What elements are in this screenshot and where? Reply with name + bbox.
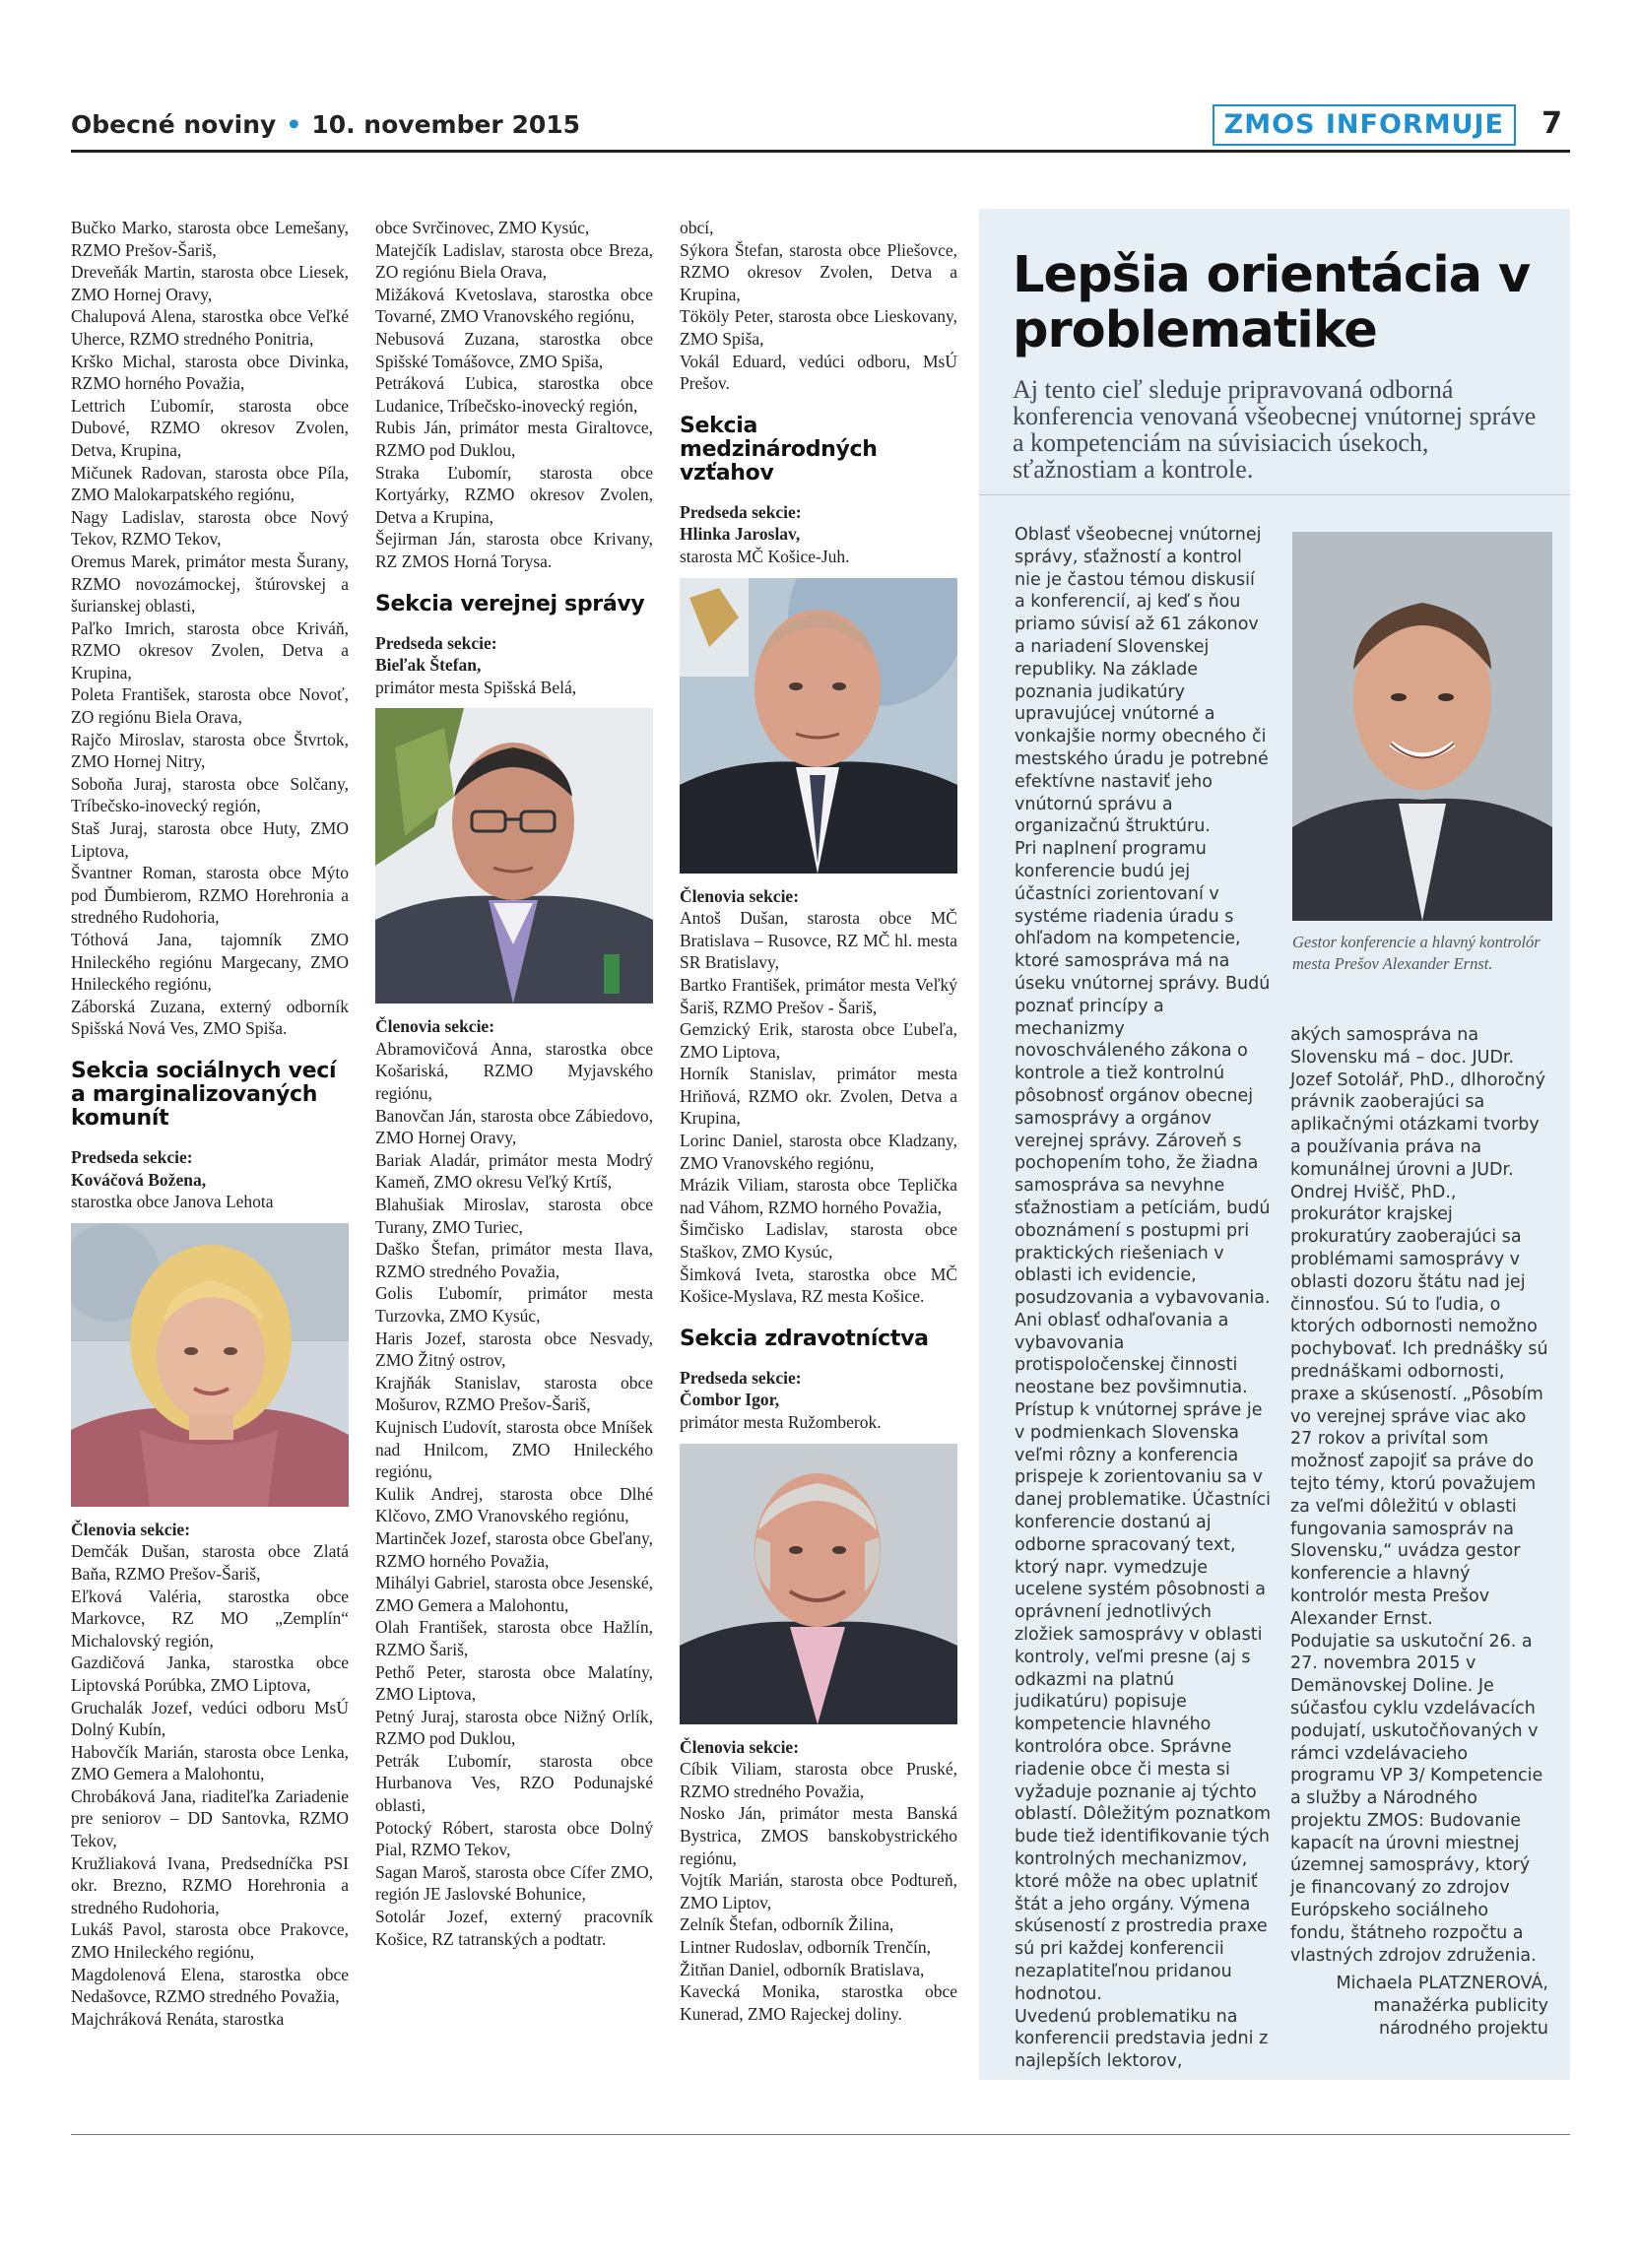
list-item: Lorinc Daniel, starosta obce Kladzany, ZMO Vranovského regiónu, [680,1131,957,1173]
list-item: Vojtík Marián, starosta obce Podtureň, ZMO Liptov, [680,1870,957,1912]
article-title: Lepšia orientácia v problematike [1013,246,1531,359]
list-item: Pethő Peter, starosta obce Malatíny, ZMO Liptova, [375,1661,653,1705]
list-item: Haris Jozef, starosta obce Nesvady, ZMO Žitný ostrov, [375,1328,653,1371]
list-item: Demčák Dušan, starosta obce Zlatá Baňa, RZMO Prešov-Šariš, [71,1541,349,1584]
list-item: Habovčík Marián, starosta obce Lenka, ZMO Gemera a Malohontu, [71,1741,349,1784]
list-item: Daško Štefan, primátor mesta Ilava, RZMO stredného Považia, [375,1239,653,1281]
list-item: Krško Michal, starosta obce Divinka, RZMO horného Považia, [71,351,349,394]
member-list [71,1540,349,2030]
portrait-man-suit-image [680,578,957,874]
list-item: Staš Juraj, starosta obce Huty, ZMO Liptova, [71,818,349,861]
publication-name: Obecné noviny [71,110,277,139]
chair-role: primátor mesta Spišská Belá, [375,677,577,697]
list-item: Lettrich Ľubomír, starosta obce Dubové, RZMO okresov Zvolen, Detva, Krupina, [71,395,349,460]
list-item: Straka Ľubomír, starosta obce Kortyárky, RZMO okresov Zvolen, Detva a Krupina, [375,462,653,527]
section-heading-social: Sekcia sociálnych vecí a marginalizovaných komunít [71,1058,337,1131]
article-paragraph: Uvedenú problematiku na konferencii predstavia jedni z najlepších lektorov, [1015,2006,1269,2072]
list-item: Potocký Róbert, starosta obce Dolný Pial, RZMO Tekov, [375,1817,653,1860]
footer-rule [71,2134,1570,2135]
list-item: Lintner Rudoslav, odborník Trenčín, [680,1936,932,1957]
list-item: Šejirman Ján, starosta obce Krivany, RZ ZMOS Horná Torysa. [375,529,653,571]
article-paragraph: Oblasť všeobecnej vnútornej správy, sťažností a kontrol nie je častou témou diskusií a konferencií, aj keď s ňou priamo súvisí až 61 zákonov a nariadení Slovenskej republiky. Na základe poznania judikatúry upravujúcej vnútorné a vonkajšie normy obecného či mestského úradu je potrebné efektívne nastaviť jeho vnútornú správu a organizačnú štruktúru. [1015,525,1269,837]
list-item: Golis Ľubomír, primátor mesta Turzovka, ZMO Kysúc, [375,1283,653,1326]
list-item: Petrák Ľubomír, starosta obce Hurbanova Ves, RZO Podunajské oblasti, [375,1750,653,1816]
members-label: Členovia sekcie: [680,885,800,906]
column-1 [71,217,349,2030]
members-label: Členovia sekcie: [71,1519,191,1539]
article-paragraph: Pri naplnení programu konferencie budú jej účastníci zorientovaní v systéme riadenia úradu s ohľadom na kompetencie, ktoré samospráva má na úseku vnútornej správy. Budú poznať princípy a mechanizmy novoschváleného zákona o kontrole a tiež kontrolnú pôsobnosť orgánov obecnej samosprávy a orgánov verejnej správy. Zároveň s pochopením toho, že žiadna samospráva sa nevyhne sťažnostiam a petíciám, budú oboznámení s postupmi pri praktických riešeniach v oblasti ich evidencie, posudzovania a vybavovania. Ani oblasť odhaľovania a vybavovania protispoločenskej činnosti neostane bez povšimnutia. [1015,839,1271,1398]
list-item: Záborská Zuzana, externý odborník Spišská Nová Ves, ZMO Spiša. [71,996,349,1039]
member-list-continued [375,217,653,573]
section-heading-public-admin: Sekcia verejnej správy [375,591,645,616]
portrait-man-glasses-image [375,708,653,1004]
chair-name: Hlinka Jaroslav, [680,524,801,545]
list-item: Lukáš Pavol, starosta obce Prakovce, ZMO Hnileckého regiónu, [71,1919,349,1963]
list-item: Rajčo Miroslav, starosta obce Štvrtok, ZMO Hornej Nitry, [71,729,349,772]
list-item: Antoš Dušan, starosta obce MČ Bratislava – Rusovce, RZ MČ hl. mesta SR Bratislavy, [680,908,957,973]
article-body-right [1290,1024,1548,2041]
photo-ernst [1292,532,1552,921]
list-item: Banovčan Ján, starosta obce Zábiedovo, ZMO Hornej Oravy, [375,1105,653,1148]
list-item: Mrázik Viliam, starosta obce Teplička nad Váhom, RZMO horného Považia, [680,1175,957,1217]
list-item: Dreveňák Martin, starosta obce Liesek, ZMO Hornej Oravy, [71,262,349,304]
photo-kovacova [71,1223,349,1507]
member-list [680,1758,957,2025]
list-item: Kulik Andrej, starosta obce Dlhé Klčovo, ZMO Vranovského regiónu, [375,1483,653,1526]
list-item: Martinček Jozef, starosta obce Gbeľany, RZMO horného Považia, [375,1527,653,1571]
list-item: Kavecká Monika, starostka obce Kunerad, ZMO Rajeckej doliny. [680,1981,957,2024]
list-item: Mižáková Kvetoslava, starostka obce Tovarné, ZMO Vranovského regiónu, [375,284,653,327]
article-paragraph: Podujatie sa uskutoční 26. a 27. novembra 2015 v Demänovskej Doline. Je súčasťou cyklu vzdelávacích podujatí, uskutočňovaných v rámci vzdelávacieho programu VP 3/ Kompetencie a služby a Národného projektu ZMOS: Budovanie kapacít na úrovni miestnej územnej samosprávy, ktorý je financovaný zo zdrojov Európskeho sociálneho fondu, štátneho rozpočtu a vlastných zdrojov združenia. [1290,1631,1543,1966]
list-item: Kujnisch Ľudovít, starosta obce Mníšek nad Hnilcom, ZMO Hnileckého regiónu, [375,1416,653,1482]
list-item: Chalupová Alena, starostka obce Veľké Uherce, RZMO stredného Ponitria, [71,306,349,349]
page-header [71,104,1570,148]
list-item: Gazdičová Janka, starostka obce Liptovská Porúbka, ZMO Liptova, [71,1652,349,1695]
photo-caption: Gestor konferencie a hlavný kontrolór mesta Prešov Alexander Ernst. [1292,933,1541,973]
column-3 [680,217,957,2025]
members-label: Členovia sekcie: [680,1736,800,1757]
chair-name: Čombor Igor, [680,1390,780,1410]
column-2 [375,217,653,1950]
list-item: Bučko Marko, starosta obce Lemešany, RZMO Prešov-Šariš, [71,218,349,260]
list-item: Mihályi Gabriel, starosta obce Jesenské, ZMO Gemera a Malohontu, [375,1573,653,1615]
member-list [680,907,957,1308]
list-item: Gemzický Erik, starosta obce Ľubeľa, ZMO Liptova, [680,1019,957,1062]
list-item: Zelník Štefan, odborník Žilina, [680,1914,894,1935]
portrait-woman-image [71,1223,349,1507]
members-label: Členovia sekcie: [375,1016,495,1037]
list-item: Kružliaková Ivana, Predsedníčka PSI okr. Brezno, RZMO Horehronia a stredného Rudohoria, [71,1852,349,1917]
portrait-smiling-man-image [1292,532,1552,921]
photo-hlinka [680,578,957,874]
list-item: Eľková Valéria, starostka obce Markovce, RZ MO „Zemplín“ Michalovský región, [71,1586,349,1651]
photo-combor [680,1444,957,1724]
section-badge: ZMOS INFORMUJE [1213,104,1516,146]
list-item: Soboňa Juraj, starosta obce Solčany, Tríbečsko-inovecký región, [71,773,349,816]
chair-label: Predseda sekcie: [680,501,802,522]
article-paragraph: akých samospráva na Slovensku má – doc. JUDr. Jozef Sotolář, PhD., dlhoročný právnik zaoberajúci sa aplikačnými otázkami tvorby a používania práva na komunálnej úrovni a JUDr. Ondrej Hvišč, PhD., prokurátor krajskej prokuratúry zaoberajúci sa problémami samosprávy v oblasti dozoru štátu nad jej činnosťou. Sú to ľudia, o ktorých odbornosti nemožno pochybovať. Ich prednášky sú prednáškami odbornosti, praxe a skúseností. „Pôsobím vo verejnej správe viac ako 27 rokov a privítal som možnosť zapojiť sa práve do tejto témy, ktorú považujem za veľmi dôležitú v oblasti fungovania samospráv na Slovensku,“ uvádza gestor konferencie a hlavný kontrolór mesta Prešov Alexander Ernst. [1290,1025,1548,1629]
author-role: manažérka publicity [1373,1996,1548,2017]
list-item: Sýkora Štefan, starosta obce Pliešovce, RZMO okresov Zvolen, Detva a Krupina, [680,239,957,304]
list-item: Bariak Aladár, primátor mesta Modrý Kameň, ZMO okresu Veľký Krtíš, [375,1149,653,1193]
list-item: Sotolár Jozef, externý pracovník Košice, RZ tatranských a podtatr. [375,1907,653,1949]
list-item: Tököly Peter, starosta obce Lieskovany, ZMO Spiša, [680,306,957,349]
chair-label: Predseda sekcie: [375,632,497,653]
list-item: Poleta František, starosta obce Novoť, ZO regiónu Biela Orava, [71,684,349,728]
list-item: Gruchalák Jozef, vedúci odboru MsÚ Dolný Kubín, [71,1697,349,1740]
article-paragraph: Prístup k vnútornej správe je v podmienkach Slovenska veľmi rôzny a konferencia prispeje k zorientovaniu sa v danej problematike. Účastníci konferencie dostanú aj odborne spracovaný text, ktorý napr. vymedzuje ucelene systém pôsobnosti a oprávnení jednotlivých zložiek samosprávy v oblasti kontroly, veľmi presne (aj s odkazmi na platnú judikatúru) popisuje kompetencie hlavného kontrolóra obce. Správne riadenie obce či mesta si vyžaduje poznanie aj týchto oblastí. Dôležitým poznatkom bude tiež identifikovanie tých kontrolných mechanizmov, ktoré môže na obec uplatniť štát a jeho orgány. Výmena skúseností z prostredia praxe sú pri každej konferencii nezaplatiteľnou pridanou hodnotou. [1015,1400,1271,2004]
list-item: Matejčík Ladislav, starosta obce Breza, ZO regiónu Biela Orava, [375,239,653,283]
list-item: obcí, [680,218,714,237]
list-item: Cíbik Viliam, starosta obce Pruské, RZMO stredného Považia, [680,1759,957,1801]
list-item: Nagy Ladislav, starosta obce Nový Tekov, RZMO Tekov, [71,506,349,550]
list-item: Sagan Maroš, starosta obce Cífer ZMO, región JE Jaslovské Bohunice, [375,1861,653,1905]
list-item: Vokál Eduard, vedúci odboru, MsÚ Prešov. [680,351,957,394]
list-item: Mičunek Radovan, starosta obce Píla, ZMO Malokarpatského regiónu, [71,462,349,505]
list-item: Šimčisko Ladislav, starosta obce Staškov, ZMO Kysúc, [680,1219,957,1263]
chair-name: Bieľak Štefan, [375,655,482,676]
chair-role: primátor mesta Ružomberok. [680,1412,882,1432]
list-item: Nosko Ján, primátor mesta Banská Bystrica, ZMOS banskobystrického regiónu, [680,1803,957,1868]
chair-role: starostka obce Janova Lehota [71,1192,274,1212]
list-item: Nebusová Zuzana, starostka obce Spišské Tomášovce, ZMO Spiša, [375,328,653,371]
publication-line [71,110,580,139]
list-item: Šimková Iveta, starostka obce MČ Košice-Myslava, RZ mesta Košice. [680,1264,957,1307]
list-item: Žitňan Daniel, odborník Bratislava, [680,1959,925,1979]
member-list [375,1038,653,1950]
author-role-2: národného projektu [1378,2019,1548,2040]
portrait-older-man-image [680,1444,957,1724]
author-name: Michaela PLATZNEROVÁ, [1336,1974,1548,1994]
list-item: Petráková Ľubica, starostka obce Ludanice, Tríbečsko-inovecký región, [375,373,653,416]
chair-label: Predseda sekcie: [71,1146,193,1167]
list-item: Chrobáková Jana, riaditeľka Zariadenie pre seniorov – DD Santovka, RZMO Tekov, [71,1785,349,1851]
issue-date: 10. november 2015 [311,110,581,139]
section-heading-international: Sekcia medzinárodných vzťahov [680,413,878,486]
list-item: Oremus Marek, primátor mesta Šurany, RZMO novozámockej, štúrovskej a šurianskej oblasti, [71,551,349,616]
chair-name: Kováčová Božena, [71,1169,207,1190]
chair-label: Predseda sekcie: [680,1367,802,1388]
list-item: Tóthová Jana, tajomník ZMO Hnileckého regiónu Margecany, ZMO Hnileckého regiónu, [71,930,349,995]
list-item: Krajňák Stanislav, starosta obce Mošurov, RZMO Prešov-Šariš, [375,1372,653,1415]
list-item: Olah František, starosta obce Hažlín, RZMO Šariš, [375,1617,653,1659]
article-lead: Aj tento cieľ sleduje pripravovaná odborná konferencia venovaná všeobecnej vnútornej správe a kompetenciám na súvisiacich úsekoch, sťažnostiam a kontrole. [1013,375,1537,484]
article-body-left [1015,524,1271,2073]
list-item: Rubis Ján, primátor mesta Giraltovce, RZMO pod Duklou, [375,418,653,460]
member-list-continued [680,217,957,395]
header-rule [71,150,1570,153]
member-list-continued [71,217,349,1040]
separator-dot: • [286,110,302,139]
list-item: Majchráková Renáta, starostka [71,2008,285,2029]
list-item: obce Svrčinovec, ZMO Kysúc, [375,218,590,237]
list-item: Abramovičová Anna, starostka obce Košariská, RZMO Myjavského regiónu, [375,1038,653,1104]
lead-divider [979,494,1570,495]
list-item: Paľko Imrich, starosta obce Kriváň, RZMO okresov Zvolen, Detva a Krupina, [71,617,349,682]
list-item: Bartko František, primátor mesta Veľký Šariš, RZMO Prešov - Šariš, [680,974,957,1017]
photo-bielak [375,708,653,1004]
list-item: Blahušiak Miroslav, starosta obce Turany, ZMO Turiec, [375,1195,653,1237]
list-item: Magdolenová Elena, starostka obce Nedašovce, RZMO stredného Považia, [71,1964,349,2007]
chair-role: starosta MČ Košice-Juh. [680,546,850,566]
list-item: Petný Juraj, starosta obce Nižný Orlík, RZMO pod Duklou, [375,1706,653,1749]
section-heading-health: Sekcia zdravotníctva [680,1326,929,1351]
list-item: Horník Stanislav, primátor mesta Hriňová, RZMO okr. Zvolen, Detva a Krupina, [680,1064,957,1129]
list-item: Švantner Roman, starosta obce Mýto pod Ďumbierom, RZMO Horehronia a stredného Rudohoria, [71,863,349,928]
page-number: 7 [1542,106,1562,141]
